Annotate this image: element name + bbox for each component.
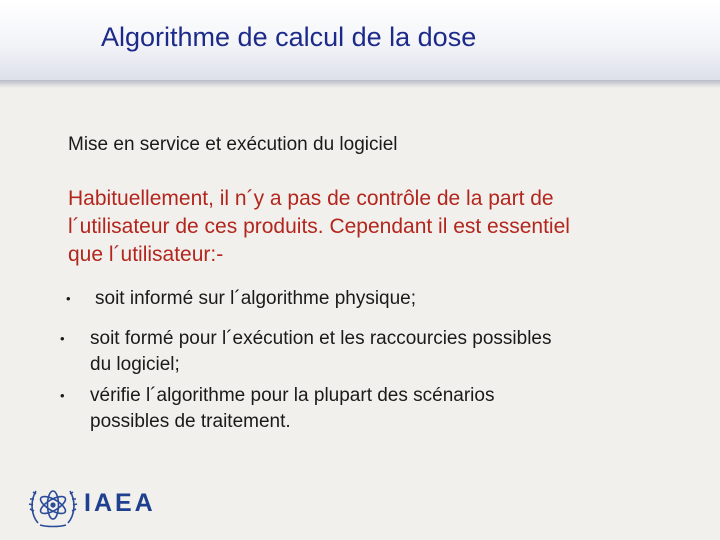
bullet-text: soit informé sur l´algorithme physique; [95, 288, 417, 309]
bullet-dot: • [60, 388, 65, 403]
iaea-logo-text: IAEA [84, 489, 156, 517]
bullet-dot: • [66, 291, 71, 306]
intro-paragraph [68, 185, 668, 269]
title-bar-shadow [0, 80, 720, 88]
intro-line: Habituellement, il n´y a pas de contrôle de la part de [68, 187, 554, 210]
bullet-dot: • [60, 331, 65, 346]
bullet-text: du logiciel; [90, 354, 180, 375]
iaea-emblem-icon [28, 481, 78, 529]
intro-line: l´utilisateur de ces produits. Cependant il est essentiel [68, 215, 570, 238]
bullet-text: possibles de traitement. [90, 411, 291, 432]
bullet-text: soit formé pour l´exécution et les raccourcies possibles [90, 328, 552, 349]
intro-line: que l´utilisateur:- [68, 243, 224, 266]
slide-subtitle: Mise en service et exécution du logiciel [68, 134, 398, 155]
slide-title: Algorithme de calcul de la dose [101, 22, 477, 52]
bullet-text: vérifie l´algorithme pour la plupart des scénarios [90, 385, 495, 406]
title-bar [0, 0, 720, 80]
